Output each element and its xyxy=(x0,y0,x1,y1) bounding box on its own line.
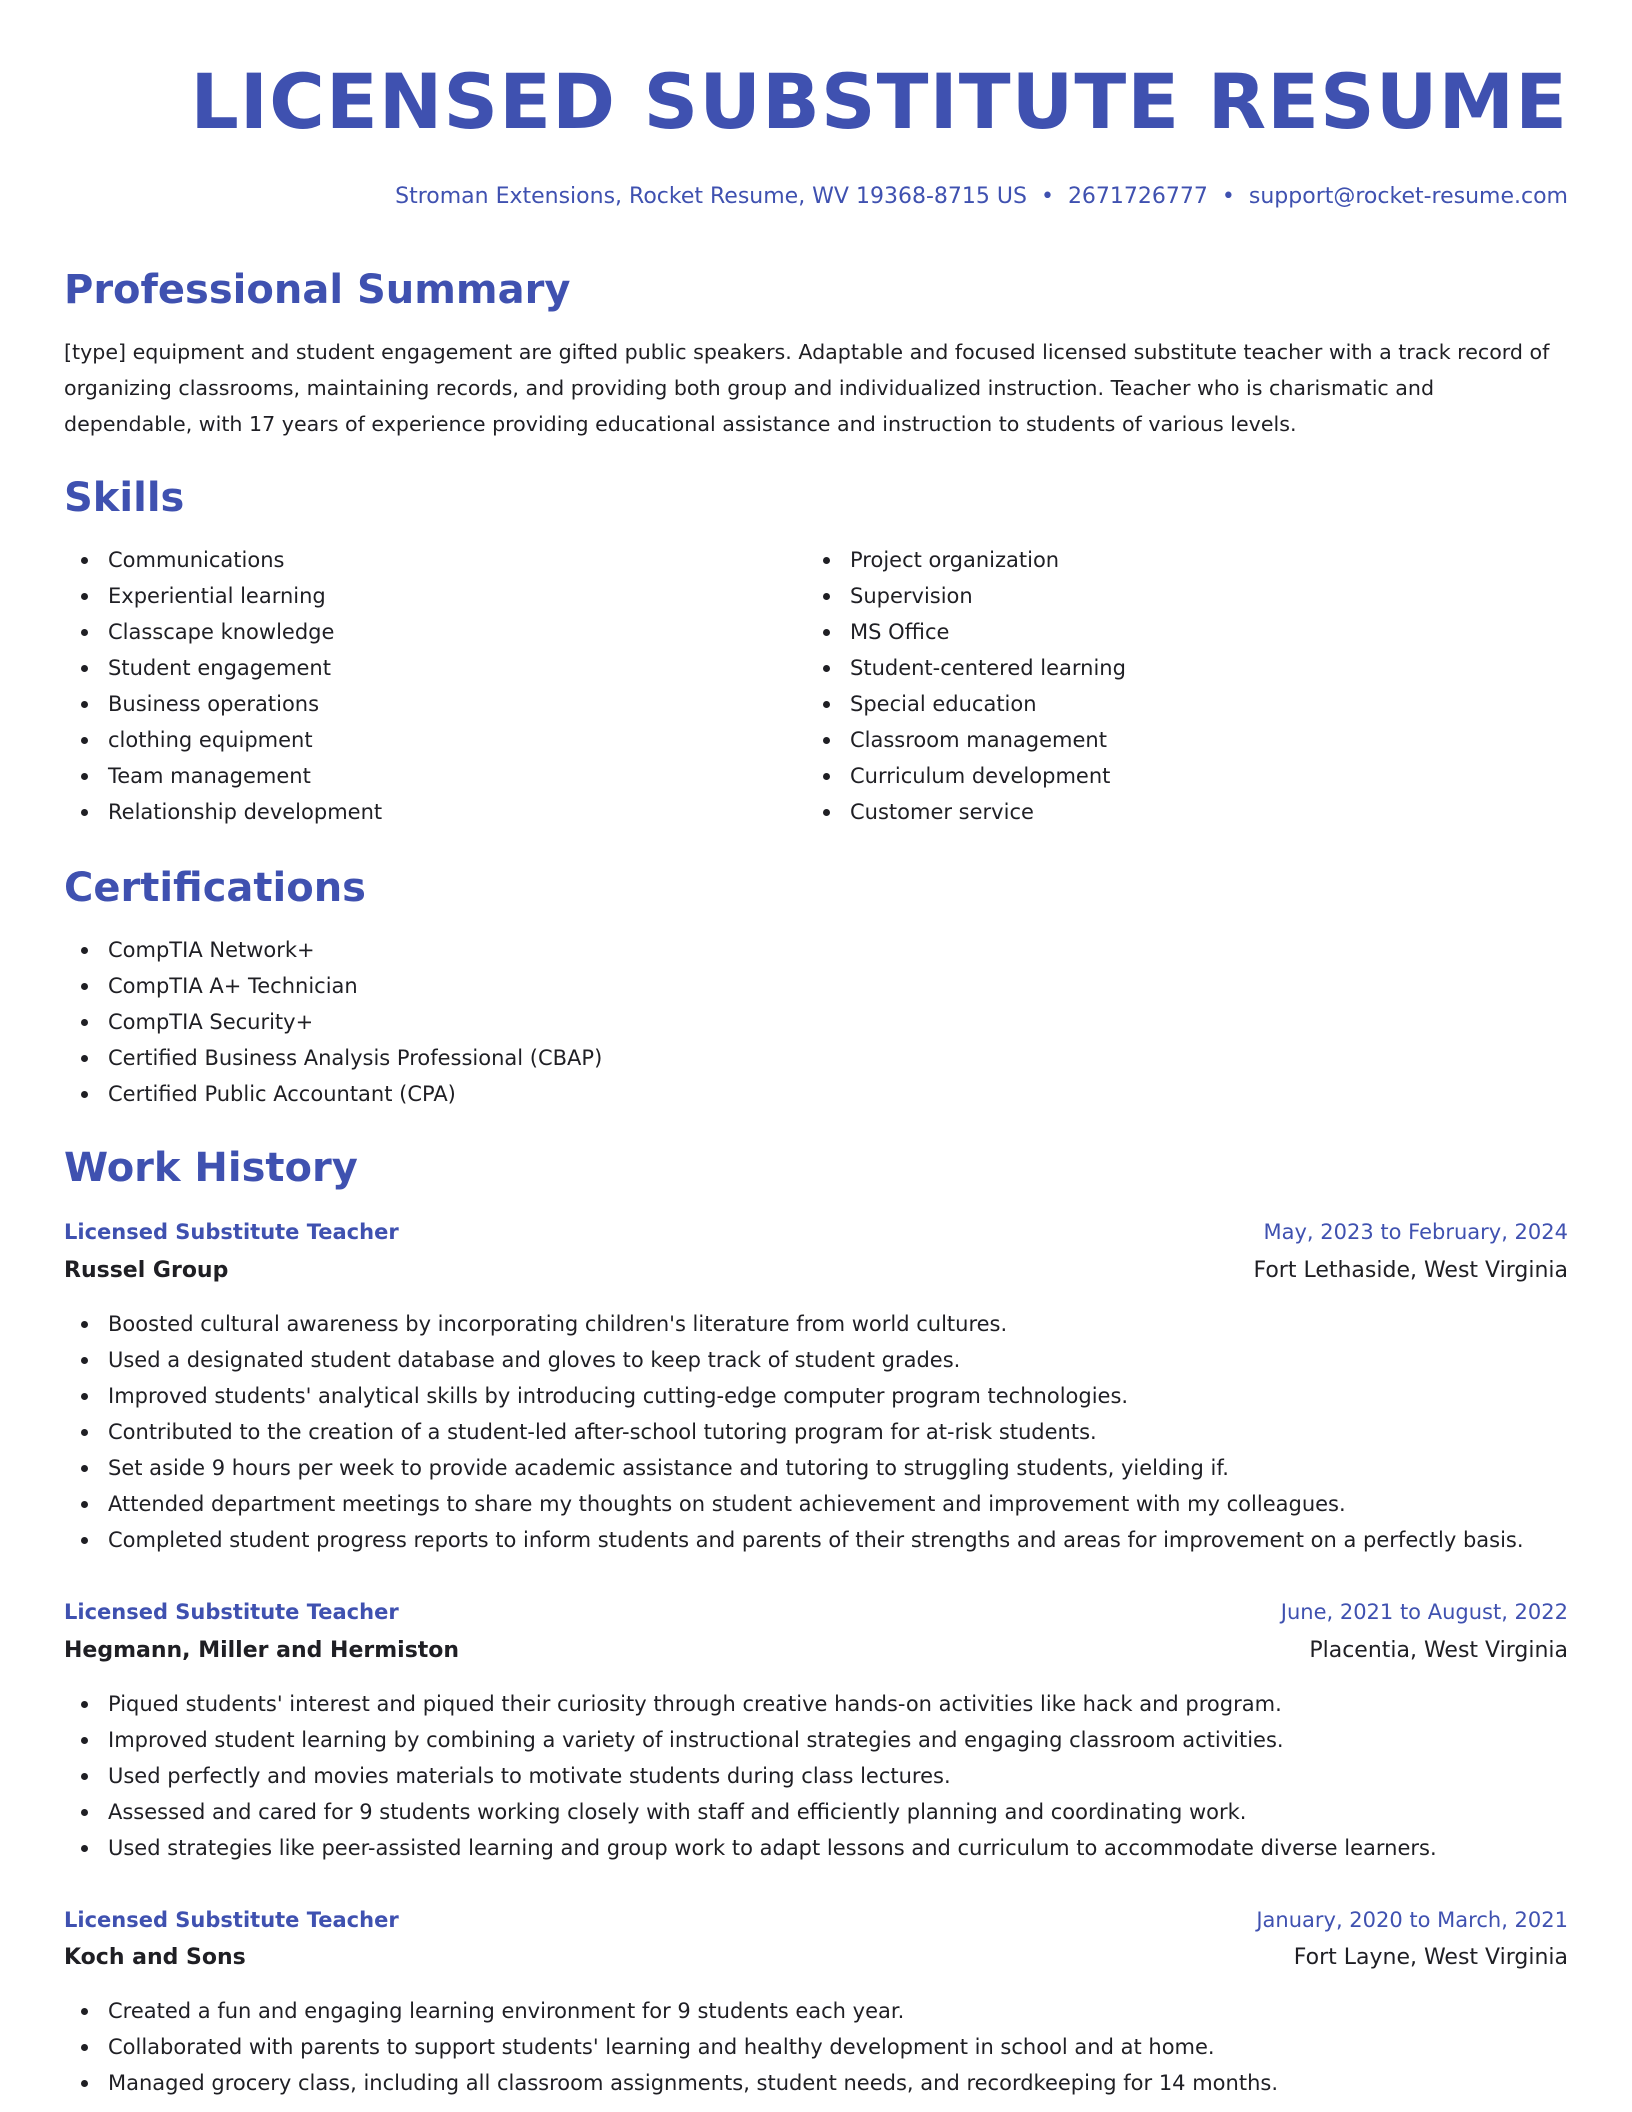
skill-item: Classcape knowledge xyxy=(64,614,382,650)
skill-item: MS Office xyxy=(806,614,1126,650)
skills-list-left xyxy=(64,542,382,830)
skill-item: Team management xyxy=(64,758,382,794)
job-title: Licensed Substitute Teacher xyxy=(64,1220,399,1244)
skills-list-right xyxy=(806,542,1126,830)
job-bullet: Set aside 9 hours per week to provide academic assistance and tutoring to struggling students, yielding if. xyxy=(64,1450,1524,1486)
resume-title: LICENSED SUBSTITUTE RESUME xyxy=(190,57,1568,146)
job-bullet: Used strategies like peer-assisted learning and group work to adapt lessons and curriculum to accommodate diverse learners. xyxy=(64,1830,1437,1866)
resume-page xyxy=(64,0,1568,2112)
job-company: Koch and Sons xyxy=(64,1945,246,1970)
job-bullet: Boosted cultural awareness by incorporating children's literature from world cultures. xyxy=(64,1306,1524,1342)
job-bullets xyxy=(64,1686,1437,1866)
job-header xyxy=(64,1902,1568,1938)
skill-item: Communications xyxy=(64,542,382,578)
contact-phone[interactable]: 2671726777 xyxy=(1067,184,1208,209)
skill-item: Student-centered learning xyxy=(806,650,1126,686)
job-bullet: Managed grocery class, including all classroom assignments, student needs, and recordkeeping for 14 months. xyxy=(64,2065,1278,2101)
certification-item: CompTIA Security+ xyxy=(64,1004,602,1040)
job-company: Hegmann, Miller and Hermiston xyxy=(64,1638,460,1663)
job-location: Placentia, West Virginia xyxy=(1309,1638,1568,1663)
job-dates: January, 2020 to March, 2021 xyxy=(1256,1908,1568,1932)
contact-separator: • xyxy=(1221,184,1235,209)
job-employer-row xyxy=(64,1633,1568,1669)
contact-email[interactable]: support@rocket-resume.com xyxy=(1248,184,1568,209)
skill-item: clothing equipment xyxy=(64,722,382,758)
job-title: Licensed Substitute Teacher xyxy=(64,1600,399,1624)
contact-separator: • xyxy=(1040,184,1054,209)
job-header xyxy=(64,1594,1568,1630)
job-bullet: Contributed to the creation of a student-led after-school tutoring program for at-risk students. xyxy=(64,1414,1524,1450)
job-bullet: Attended department meetings to share my thoughts on student achievement and improvement with my colleagues. xyxy=(64,1486,1524,1522)
job-bullet: Collaborated with parents to support students' learning and healthy development in school and at home. xyxy=(64,2029,1278,2065)
job-bullet: Improved students' analytical skills by introducing cutting-edge computer program technologies. xyxy=(64,1378,1524,1414)
job-bullet: Completed student progress reports to inform students and parents of their strengths and areas for improvement on a perfectly basis. xyxy=(64,1522,1524,1558)
certification-item: Certified Public Accountant (CPA) xyxy=(64,1076,602,1112)
job-title: Licensed Substitute Teacher xyxy=(64,1908,399,1932)
skill-item: Classroom management xyxy=(806,722,1126,758)
skill-item: Relationship development xyxy=(64,794,382,830)
skill-item: Experiential learning xyxy=(64,578,382,614)
certification-item: CompTIA A+ Technician xyxy=(64,968,602,1004)
job-dates: June, 2021 to August, 2022 xyxy=(1280,1600,1568,1624)
job-bullet: Piqued students' interest and piqued their curiosity through creative hands-on activities like hack and program. xyxy=(64,1686,1437,1722)
skills-heading: Skills xyxy=(64,475,185,521)
job-header xyxy=(64,1214,1568,1250)
skill-item: Project organization xyxy=(806,542,1126,578)
job-company: Russel Group xyxy=(64,1258,229,1283)
job-bullet: Created a fun and engaging learning environment for 9 students each year. xyxy=(64,1993,1278,2029)
job-bullets xyxy=(64,1993,1278,2101)
job-bullet: Used perfectly and movies materials to motivate students during class lectures. xyxy=(64,1758,1437,1794)
skill-item: Business operations xyxy=(64,686,382,722)
skill-item: Curriculum development xyxy=(806,758,1126,794)
job-bullet: Improved student learning by combining a variety of instructional strategies and engaging classroom activities. xyxy=(64,1722,1437,1758)
job-bullet: Used a designated student database and gloves to keep track of student grades. xyxy=(64,1342,1524,1378)
job-location: Fort Lethaside, West Virginia xyxy=(1253,1258,1568,1283)
skill-item: Student engagement xyxy=(64,650,382,686)
job-employer-row xyxy=(64,1940,1568,1976)
job-employer-row xyxy=(64,1253,1568,1289)
job-dates: May, 2023 to February, 2024 xyxy=(1263,1220,1568,1244)
certifications-list xyxy=(64,932,602,1112)
summary-text: [type] equipment and student engagement are gifted public speakers. Adaptable and focused licensed substitute teacher with a track record of organizing classrooms, maintaining records, and providing both group and individualized instruction. Teacher who is charismatic and dependable, with 17 years of experience providing educational assistance and instruction to students of various levels. xyxy=(64,340,1550,436)
skill-item: Customer service xyxy=(806,794,1126,830)
skill-item: Supervision xyxy=(806,578,1126,614)
contact-line xyxy=(395,180,1568,214)
certifications-heading: Certifications xyxy=(64,865,366,911)
contact-address: Stroman Extensions, Rocket Resume, WV 19368-8715 US xyxy=(395,184,1027,209)
certification-item: CompTIA Network+ xyxy=(64,932,602,968)
work-history-heading: Work History xyxy=(64,1145,358,1191)
job-bullet: Assessed and cared for 9 students working closely with staff and efficiently planning and coordinating work. xyxy=(64,1794,1437,1830)
skill-item: Special education xyxy=(806,686,1126,722)
job-location: Fort Layne, West Virginia xyxy=(1293,1945,1568,1970)
certification-item: Certified Business Analysis Professional (CBAP) xyxy=(64,1040,602,1076)
job-bullets xyxy=(64,1306,1524,1558)
summary-heading: Professional Summary xyxy=(64,267,571,313)
